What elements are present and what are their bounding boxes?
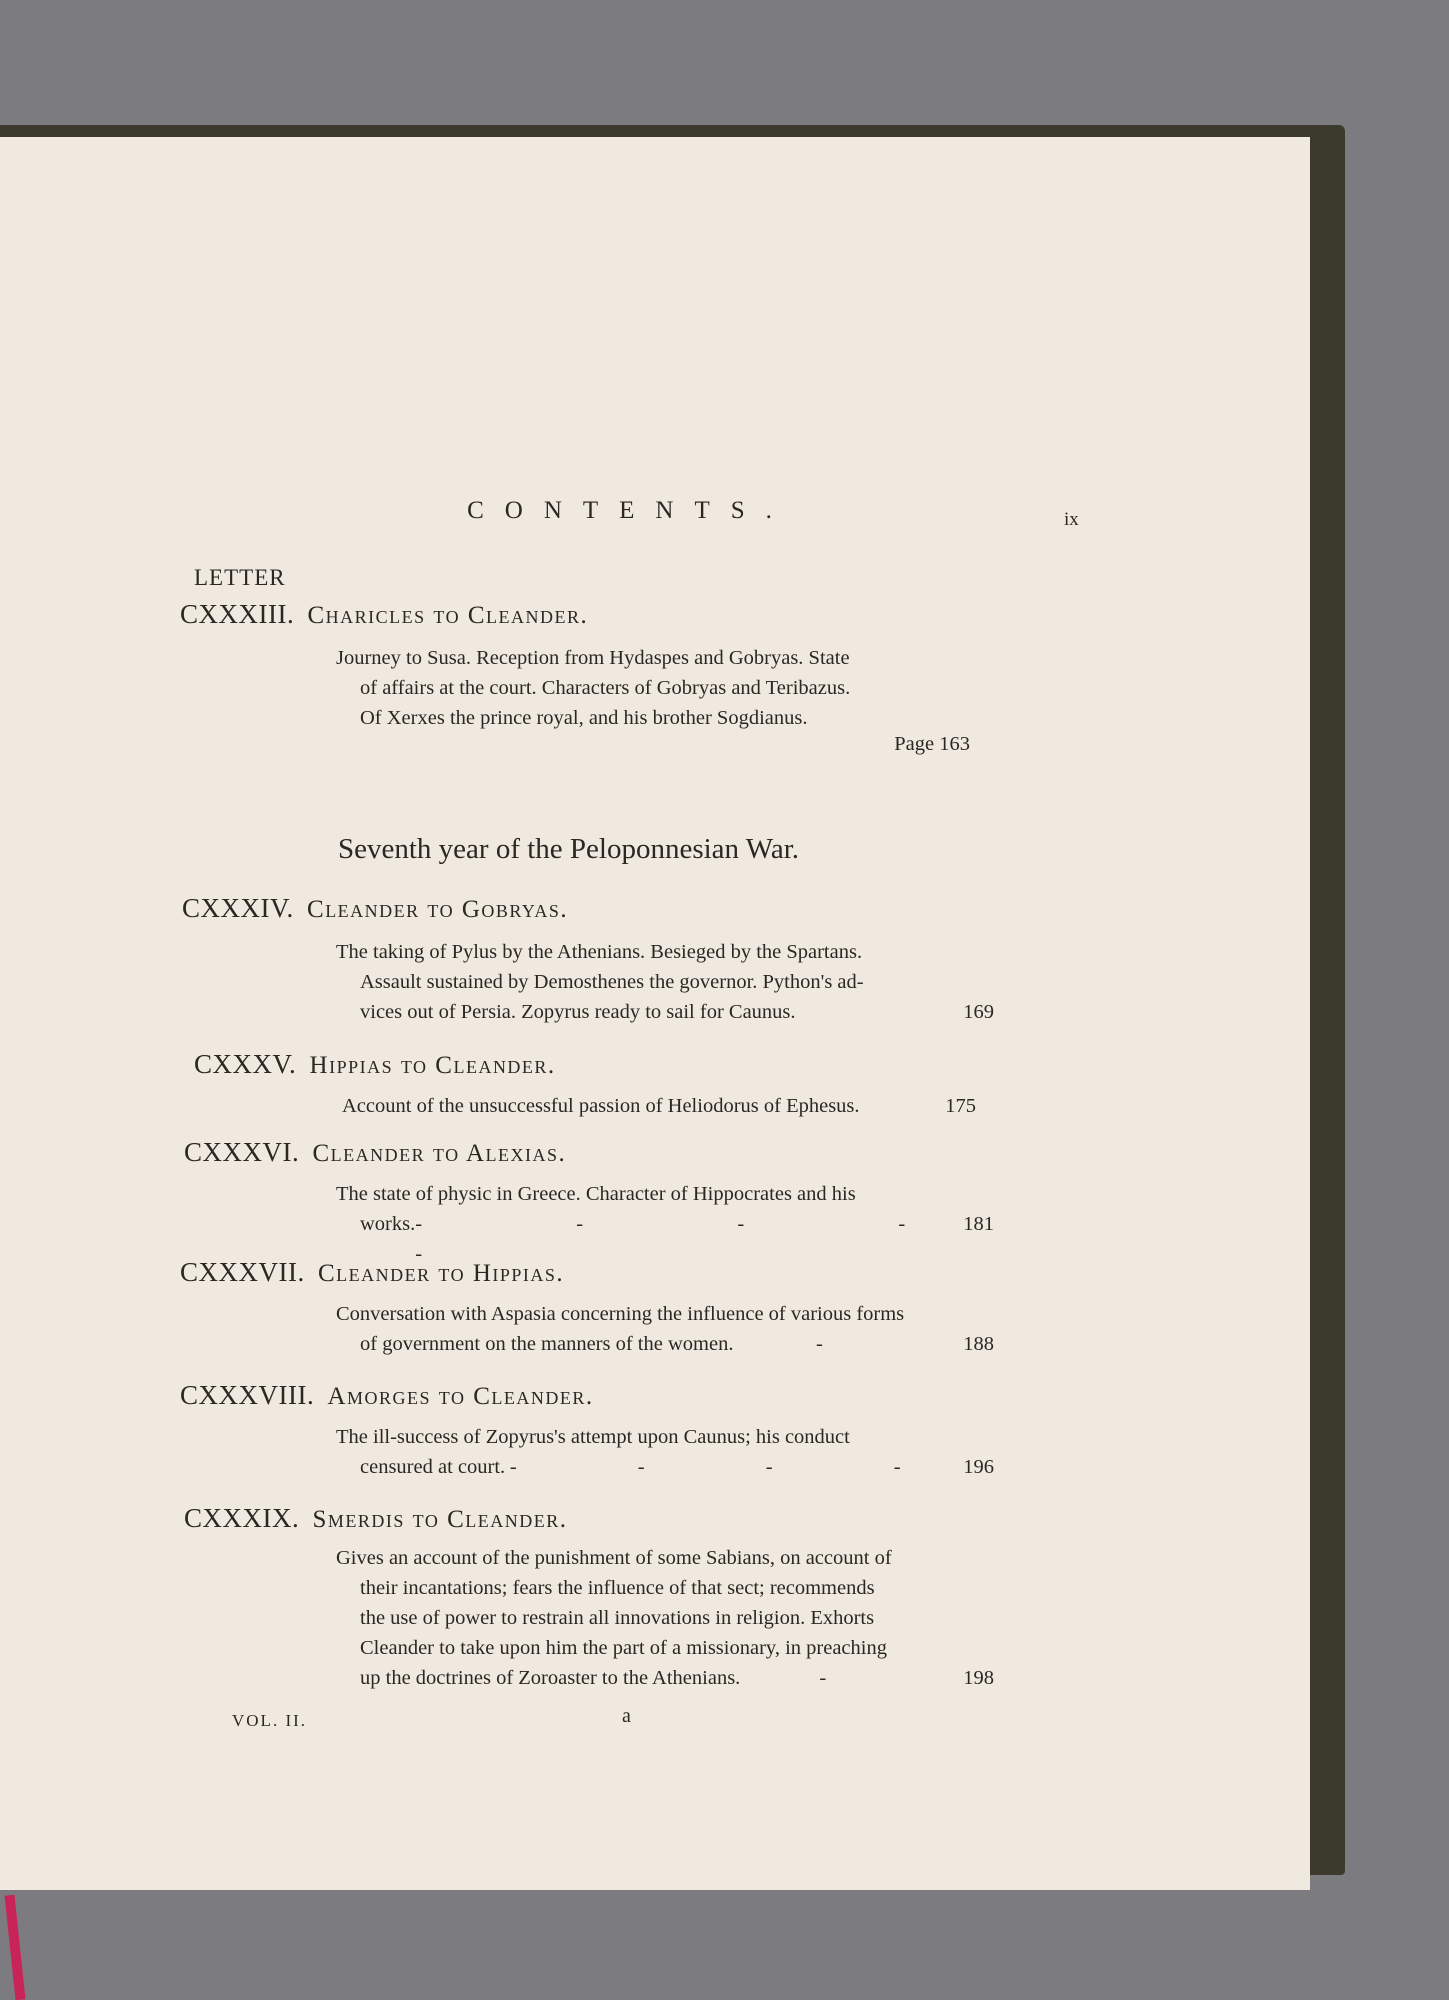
summary-line: up the doctrines of Zoroaster to the Athenians. (360, 1667, 741, 1689)
signature-mark: a (622, 1705, 631, 1727)
entry-numeral: CXXXV. (194, 1049, 297, 1079)
summary-line: Conversation with Aspasia concerning the influence of various forms (336, 1303, 905, 1325)
page-reference: 196 (963, 1456, 994, 1478)
leader-dashes: - - - - (509, 1456, 959, 1478)
entry-numeral: CXXXIII. (180, 599, 295, 629)
entry-title: Smerdis to Cleander. (312, 1506, 568, 1533)
entry-title: Cleander to Gobryas. (307, 896, 569, 923)
leader-dashes: - (815, 1333, 881, 1355)
summary-line: censured at court. (360, 1456, 506, 1478)
summary-line: The state of physic in Greece. Character of Hippocrates and his (336, 1183, 856, 1205)
summary-line: Assault sustained by Demosthenes the governor. Python's ad- (360, 971, 864, 993)
entry-numeral: CXXXIX. (184, 1503, 300, 1533)
leader-dashes: - (819, 1667, 885, 1689)
entry-summary (336, 1179, 994, 1269)
section-heading: Seventh year of the Peloponnesian War. (338, 833, 800, 865)
page-reference: 169 (963, 1001, 994, 1023)
page-reference: Page 163 (894, 733, 970, 755)
summary-line: of government on the manners of the women. (360, 1333, 734, 1355)
entry-numeral: CXXXVII. (180, 1257, 305, 1287)
summary-line: The ill-success of Zopyrus's attempt upon Caunus; his conduct (336, 1426, 850, 1448)
folio-number: ix (1064, 509, 1079, 530)
summary-line: works. (360, 1213, 416, 1235)
leader-dashes: - - - - - (415, 1213, 964, 1265)
page-reference: 175 (945, 1095, 976, 1117)
entry-title: Cleander to Hippias. (318, 1260, 565, 1287)
summary-line: the use of power to restrain all innovations in religion. Exhorts (360, 1607, 875, 1629)
entry-summary (336, 937, 994, 1027)
page-reference: 181 (963, 1213, 994, 1235)
summary-line: Gives an account of the punishment of some Sabians, on account of (336, 1547, 892, 1569)
entry-numeral: CXXXVI. (184, 1137, 300, 1167)
summary-line: vices out of Persia. Zopyrus ready to sail for Caunus. (360, 1001, 796, 1023)
page-reference: 188 (963, 1333, 994, 1355)
volume-label: VOL. II. (232, 1711, 308, 1730)
summary-line: Cleander to take upon him the part of a missionary, in preaching (360, 1637, 887, 1659)
summary-line: Account of the unsuccessful passion of Heliodorus of Ephesus. (342, 1095, 860, 1117)
summary-line: Of Xerxes the prince royal, and his brother Sogdianus. (360, 707, 808, 729)
book-page (0, 137, 1310, 1890)
entry-summary (336, 643, 970, 733)
entry-summary (336, 1543, 994, 1693)
page-reference: 198 (963, 1667, 994, 1689)
entry-numeral: CXXXIV. (182, 893, 294, 923)
entry-numeral: CXXXVIII. (180, 1380, 315, 1410)
entry-summary (336, 1299, 994, 1359)
ribbon-bookmark (5, 1895, 26, 2000)
entry-title: Cleander to Alexias. (312, 1140, 567, 1167)
summary-line: The taking of Pylus by the Athenians. Besieged by the Spartans. (336, 941, 863, 963)
entry-title: Amorges to Cleander. (327, 1383, 594, 1410)
summary-line: Journey to Susa. Reception from Hydaspes and Gobryas. State (336, 647, 850, 669)
entry-summary (336, 1091, 976, 1121)
running-head: CONTENTS. (467, 497, 793, 524)
summary-line: their incantations; fears the influence of that sect; recommends (360, 1577, 875, 1599)
summary-line: of affairs at the court. Characters of Gobryas and Teribazus. (360, 677, 851, 699)
letter-column-label: LETTER (194, 565, 286, 590)
entry-summary (336, 1422, 994, 1482)
entry-title: Hippias to Cleander. (309, 1052, 556, 1079)
entry-title: Charicles to Cleander. (307, 602, 589, 629)
